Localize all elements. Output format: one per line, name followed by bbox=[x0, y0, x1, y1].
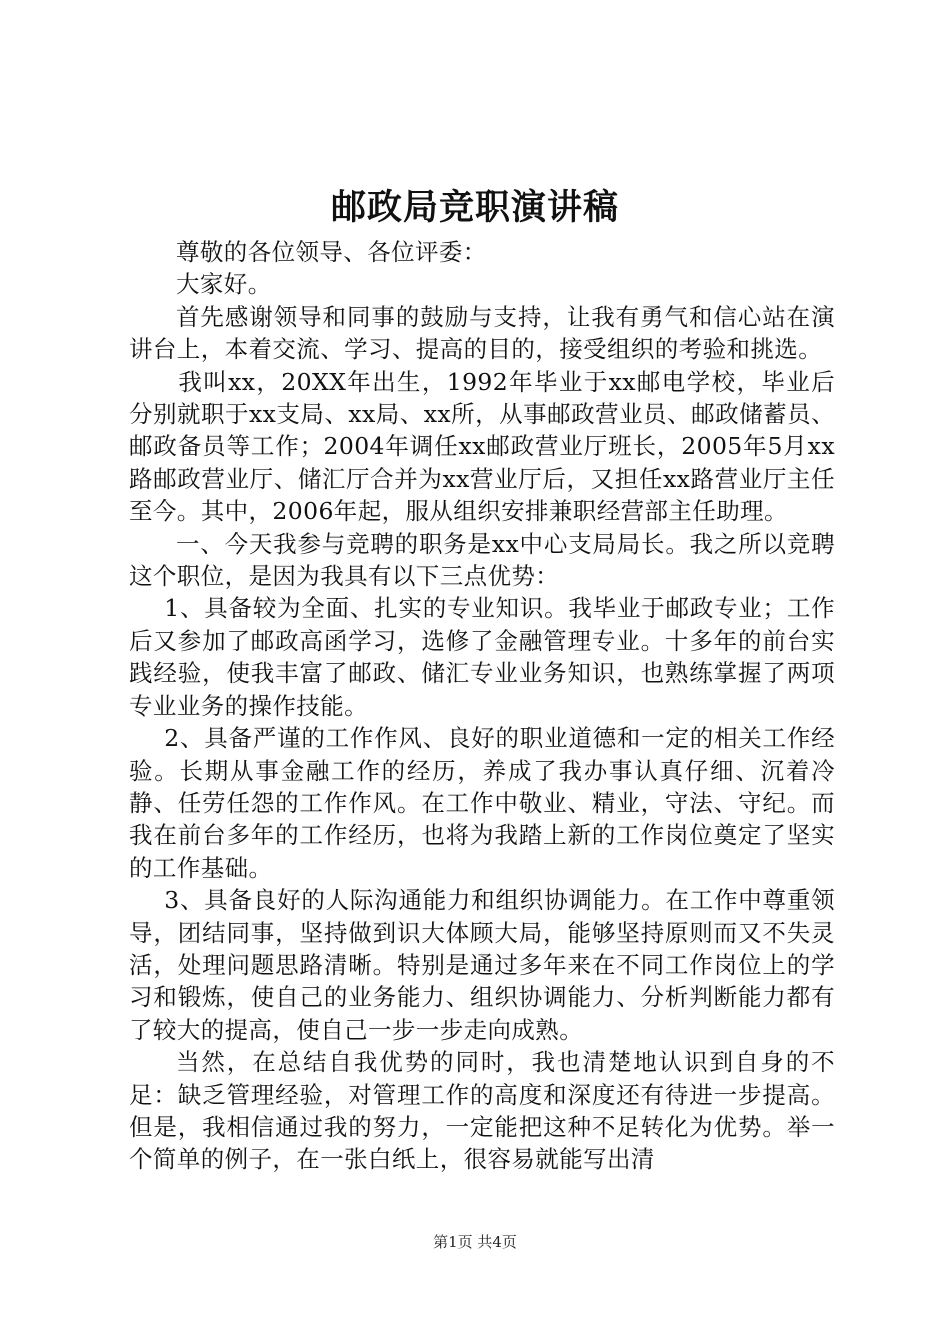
paragraph-self-intro: 我叫xx，20XX年出生，1992年毕业于xx邮电学校，毕业后分别就职于xx支局、xx局、xx所，从事邮政营业员、邮政储蓄员、邮政备员等工作；2004年调任xx邮政营业厅班长，2005年5月xx路邮政营业厅、储汇厅合并为xx营业厅后，又担任xx路营业厅主任至今。其中，2006年起，服从组织安排兼职经营部主任助理。 bbox=[129, 367, 835, 526]
greeting: 大家好。 bbox=[176, 270, 272, 299]
page-footer: 第1页 共4页 bbox=[433, 1233, 517, 1251]
salutation: 尊敬的各位领导、各位评委： bbox=[176, 238, 487, 266]
paragraph-thanks: 首先感谢领导和同事的鼓励与支持，让我有勇气和信心站在演讲台上，本着交流、学习、提高的目的，接受组织的考验和挑选。 bbox=[129, 302, 835, 364]
paragraph-shortcomings: 当然，在总结自我优势的同时，我也清楚地认识到自身的不足：缺乏管理经验，对管理工作的高度和深度还有待进一步提高。但是，我相信通过我的努力，一定能把这种不足转化为优势。举一个简单的例子，在一张白纸上，很容易就能写出清 bbox=[129, 1048, 835, 1174]
paragraph-advantage-2: 2、具备严谨的工作作风、良好的职业道德和一定的相关工作经验。长期从事金融工作的经历，养成了我办事认真仔细、沉着冷静、任劳任怨的工作作风。在工作中敬业、精业，守法、守纪。而我在前台多年的工作经历，也将为我踏上新的工作岗位奠定了坚实的工作基础。 bbox=[129, 724, 835, 882]
document-body bbox=[129, 236, 835, 1176]
document-title: 邮政局竞职演讲稿 bbox=[330, 187, 619, 228]
paragraph-position: 一、今天我参与竞聘的职务是xx中心支局局长。我之所以竞聘这个职位，是因为我具有以下三点优势： bbox=[129, 529, 835, 591]
paragraph-advantage-1: 1、具备较为全面、扎实的专业知识。我毕业于邮政专业；工作后又参加了邮政高函学习，选修了金融管理专业。十多年的前台实践经验，使我丰富了邮政、储汇专业业务知识，也熟练掌握了两项专业业务的操作技能。 bbox=[129, 594, 835, 720]
paragraph-advantage-3: 3、具备良好的人际沟通能力和组织协调能力。在工作中尊重领导，团结同事，坚持做到识大体顾大局，能够坚持原则而又不失灵活，处理问题思路清晰。特别是通过多年来在不同工作岗位上的学习和锻炼，使自己的业务能力、组织协调能力、分析判断能力都有了较大的提高，使自己一步一步走向成熟。 bbox=[129, 886, 835, 1044]
